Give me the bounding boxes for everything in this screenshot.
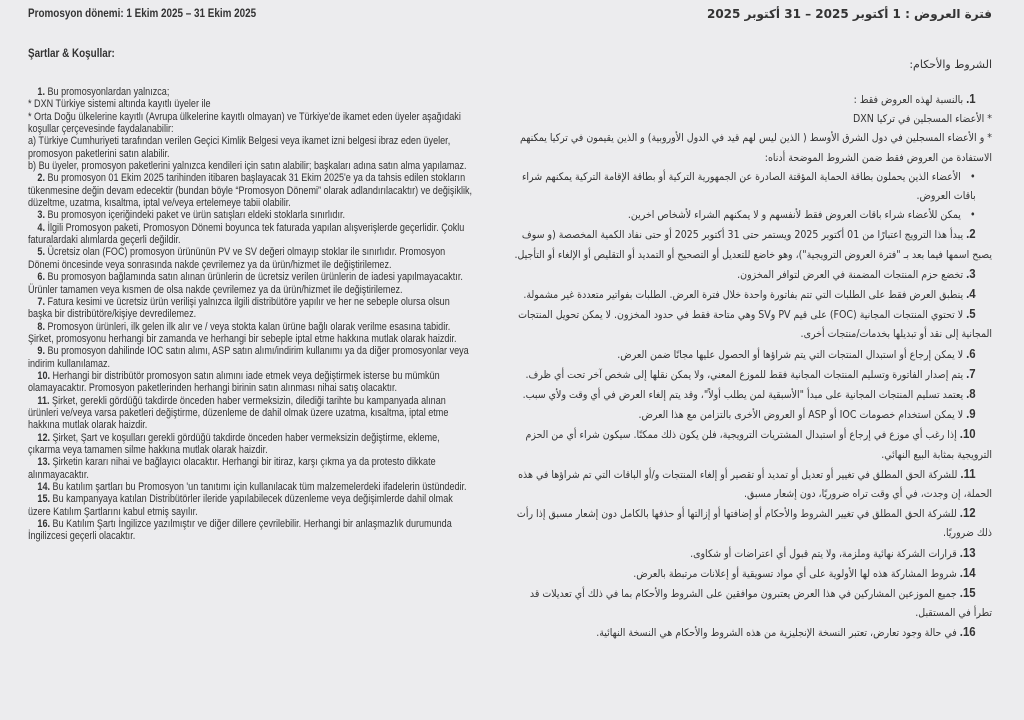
term-item <box>510 623 992 643</box>
term-item <box>510 564 992 584</box>
term-item <box>28 432 473 457</box>
term-number: 11. <box>37 394 50 407</box>
term-item <box>28 345 473 370</box>
terms-title-arabic: الشروط والأحكام: <box>909 58 992 71</box>
term-text: Bu Katılım Şartı İngilizce yazılmıştır ve diğer dillere çevrilebilir. Herhangi bir anlaşmazlık durumunda İngilizcesi geçerli olacaktır. <box>28 518 452 543</box>
term-number: 2. <box>37 172 45 185</box>
promotion-period-arabic: فترة العروض : 1 أكتوبر 2025 – 31 أكتوبر 2025 <box>706 7 992 21</box>
term-text: İlgili Promosyon paketi, Promosyon Dönemi boyunca tek faturada yapılan alışverişlerde geçerlidir. Çoklu faturalardaki alımlarda geçerli değildir. <box>28 221 465 247</box>
eligibility-line: * الأعضاء المسجلين في تركيا DXN <box>853 113 992 126</box>
term-text: يعتمد تسليم المنتجات المجانية على مبدأ "الأسبقية لمن يطلب أولاً"، وقد يتم إلغاء العرض في أي وقت ولأي سبب. <box>522 389 964 402</box>
term-number: 11. <box>960 466 976 481</box>
term-number: 2. <box>966 227 976 242</box>
term-text: Bu promosyon 01 Ekim 2025 tarihinden itibaren başlayacak 31 Ekim 2025'e ya da tahsis edilen stokların tükenmesine değin devam edecektir (bundan böyle “Promosyon Dönemi” olarak adlandırılacaktır) ve değişiklik, düzeltme, uzatma, kısaltma, iptal ve/veya ertelemeye tabii olabilir. <box>28 172 473 210</box>
term-item <box>510 504 992 543</box>
term-text: Bu promosyonlardan yalnızca; <box>47 86 170 98</box>
term-item <box>28 493 473 518</box>
term-item <box>28 209 473 221</box>
term-number: 12. <box>37 431 51 444</box>
term-text: Bu promosyon dahilinde IOC satın alımı, ASP satın alımı/indirim kullanımı ya da diğer promosyonlar veya indirim kullanılamaz. <box>28 345 469 370</box>
term-item <box>28 246 473 271</box>
term-text: يتم إصدار الفاتورة وتسليم المنتجات المجانية فقط للموزع المعني، ولا يمكن نقلها إلى شخص آخر تحت أي ظرف. <box>525 368 964 381</box>
term-item <box>510 285 992 305</box>
term-number: 13. <box>959 545 976 560</box>
term-number: 15. <box>37 493 51 506</box>
eligibility-line: * DXN Türkiye sistemi altında kayıtlı üyeler ile <box>28 98 211 111</box>
term-item <box>510 465 992 504</box>
term-item <box>28 518 473 543</box>
term-text: إذا رغب أي موزع في إرجاع أو استبدال المشتريات الترويجية، فلن يكون ذلك ممكنًا. سيكون شراء أي من الحزم الترويجية بمثابة البيع النهائي. <box>525 429 992 461</box>
term-number: 7. <box>37 295 45 308</box>
term-item <box>28 370 473 395</box>
term-number: 9. <box>966 407 976 422</box>
term-item <box>510 544 992 564</box>
term-number: 1. <box>966 92 976 106</box>
term-number: 16. <box>37 518 51 531</box>
term-text: جميع الموزعين المشاركين في هذا العرض يعتبرون موافقين على الشروط والأحكام بما في ذلك أي تعديلات قد تطرأ في المستقبل. <box>529 588 992 620</box>
term-text: Ücretsiz olan (FOC) promosyon ürününün PV ve SV değeri olmayıp stoklar ile sınırlıdır. Promosyon Dönemi öncesinde veya sonrasında nakde çevrilemez ya da ürün/hizmet ile değiştirilemez. <box>28 246 446 271</box>
term-item <box>510 584 992 623</box>
term-text: Bu promosyon içeriğindeki paket ve ürün satışları eldeki stoklarla sınırlıdır. <box>47 209 346 222</box>
term-text: تخضع حزم المنتجات المضمنة في العرض لتوافر المخزون. <box>737 268 964 281</box>
term-number: 16. <box>959 625 976 640</box>
term-text: لا تحتوي المنتجات المجانية (FOC) على قيم PV وSV وهي متاحة فقط في حدود المخزون. لا يمكن تحويل المنتجات المجانية إلى نقد أو تبديلها بخدمات/منتجات أخرى. <box>518 309 992 341</box>
terms-title-turkish: Şartlar & Koşullar: <box>28 48 115 60</box>
eligibility-bullet: • يمكن للأعضاء شراء باقات العروض فقط لأنفسهم و لا يمكنهم الشراء لأشخاص اخرين. <box>510 206 992 225</box>
term-number: 3. <box>37 209 45 222</box>
promotion-period-turkish: Promosyon dönemi: 1 Ekim 2025 – 31 Ekim 2025 <box>28 8 257 20</box>
term-item <box>510 405 992 425</box>
term-item <box>510 305 992 344</box>
term-number: 13. <box>37 456 51 469</box>
term-number: 8. <box>966 387 976 402</box>
term-number: 6. <box>966 346 976 361</box>
eligibility-bullet: • الأعضاء الذين يحملون بطاقة الحماية المؤقتة الصادرة عن الجمهورية التركية أو بطاقة الإقامة التركية يمكنهم شراء باقات العروض. <box>510 168 992 206</box>
term-item <box>28 296 473 321</box>
term-number: 7. <box>966 366 976 381</box>
term-text: Şirket, Şart ve koşulları gerekli gördüğü takdirde önceden haber vermeksizin değiştirme, ekleme, çıkarma veya tamamen silme hakkına mutlak olarak haizdir. <box>28 431 440 456</box>
term-text: بالنسبة لهذه العروض فقط : <box>853 94 964 106</box>
term-text: Şirket, gerekli gördüğü takdirde önceden haber vermeksizin, dilediği tarihte bu kampanyada alınan ürünleri ve/veya varsa paketleri değiştirme, düzenleme de dahil olmak üzere uzatma, kısaltma, iptal etme hakkına mutlak olarak haizdir. <box>28 394 449 432</box>
term-text: Bu katılım şartları bu Promosyon 'un tanıtımı için kullanılacak tüm malzemelerdeki ifadelerin üstündedir. <box>52 481 467 493</box>
term-number: 12. <box>959 506 976 521</box>
term-item <box>28 172 473 209</box>
term-number: 9. <box>37 345 45 358</box>
term-item <box>510 345 992 365</box>
term-item <box>28 86 473 98</box>
term-number: 14. <box>37 481 51 493</box>
term-number: 6. <box>37 271 45 284</box>
term-item <box>510 225 992 264</box>
term-item <box>28 271 473 296</box>
term-number: 10. <box>959 427 976 442</box>
term-text: لا يمكن إرجاع أو استبدال المنتجات التي يتم شراؤها أو الحصول عليها مجانًا ضمن العرض. <box>617 348 964 361</box>
term-item <box>510 90 992 110</box>
term-item <box>28 456 473 481</box>
term-text: للشركة الحق المطلق في تغيير أو تعديل أو تمديد أو تقصير أو إلغاء المنتجات و/أو الباقات التي تم شراؤها في هذه الحملة، إن وجدت، في أي وقت تراه ضروريًا، دون إشعار مسبق. <box>518 468 992 501</box>
term-item <box>28 321 473 346</box>
term-number: 3. <box>966 266 976 281</box>
term-number: 5. <box>966 307 976 322</box>
term-number: 4. <box>37 221 45 234</box>
term-text: يبدأ هذا الترويج اعتبارًا من 01 أكتوبر 2025 ويستمر حتى 31 أكتوبر 2025 أو حتى نفاد الكمية المخصصة (و سوف يصبح اسمها فيما بعد بـ "فترة العروض الترويجية")، وهو خاضع للتعديل أو التصحيح أو التمديد أو التقليص أو الإلغاء أو التأجيل. <box>514 229 992 261</box>
term-number: 4. <box>966 287 976 302</box>
term-text: قرارات الشركة نهائية وملزمة، ولا يتم قبول أي اعتراضات أو شكاوى. <box>690 547 957 560</box>
term-text: Herhangi bir distribütör promosyon satın alımını iade etmek veya değiştirmek isterse bu mümkün olamayacaktır. Promosyon paketlerinden herhangi birinin satın alınması nihai satış olacaktır. <box>28 369 440 395</box>
eligibility-line: * و الأعضاء المسجلين في دول الشرق الأوسط ( الذين ليس لهم قيد في الدول الأوروبية) و الذين يقيمون في تركيا يمكنهم الاستفادة من العروض فقط ضمن الشروط الموضحة أدناه: <box>520 132 992 164</box>
term-number: 10. <box>37 369 51 382</box>
term-item <box>28 395 473 432</box>
term-text: Şirketin kararı nihai ve bağlayıcı olacaktır. Herhangi bir itiraz, karşı çıkma ya da protesto dikkate alınmayacaktır. <box>28 456 436 481</box>
term-text: شروط المشاركة هذه لها الأولوية على أي مواد تسويقية أو إعلانات مرتبطة بالعرض. <box>633 567 957 580</box>
term-item <box>510 365 992 385</box>
term-text: في حالة وجود تعارض، تعتبر النسخة الإنجليزية من هذه الشروط والأحكام هي النسخة النهائية. <box>596 627 957 640</box>
term-item <box>510 385 992 405</box>
term-number: 14. <box>959 565 976 580</box>
term-text: Fatura kesimi ve ücretsiz ürün verilişi yalnızca ilgili distribütöre yapılır ve her ne sebeple olursa olsun başka bir distribütöre/kişiye devredilemez. <box>28 295 450 321</box>
term-text: Bu kampanyaya katılan Distribütörler ileride yapılabilecek düzenleme veya değişimlerde dahil olmak üzere Katılım Şartlarını kabul etmiş sayılır. <box>28 493 453 518</box>
term-text: ينطبق العرض فقط على الطلبات التي تتم بفاتورة واحدة خلال فترة العرض. الطلبات بفواتير متعددة غير مشمولة. <box>523 289 964 302</box>
term-text: Promosyon ürünleri, ilk gelen ilk alır ve / veya stokta kalan ürüne bağlı olarak verilme esasına tabidir. Şirket, promosyonu herhangi bir zamanda ve herhangi bir sebeple iptal etme hakkına mutlak olarak haizdir. <box>28 320 457 345</box>
term-item <box>28 481 473 493</box>
term-text: Bu promosyon bağlamında satın alınan ürünlerin de ücretsiz verilen ürünlerin de iadesi yapılmayacaktır. Ürünler tamamen veya kısmen de olsa nakde çevrilemez ya da ürün/hizmet ile değiştirilemez. <box>28 271 463 296</box>
term-number: 1. <box>37 86 45 98</box>
term-text: للشركة الحق المطلق في تغيير الشروط والأحكام أو إضافتها أو إزالتها أو حذفها بالكامل دون إشعار مسبق إذا رأت ذلك ضروريًا. <box>516 508 992 540</box>
term-number: 8. <box>37 320 45 333</box>
term-item <box>28 222 473 247</box>
eligibility-line: * Orta Doğu ülkelerine kayıtlı (Avrupa ülkelerine kayıtlı olmayan) ve Türkiye'de ikamet eden üyeler aşağıdaki koşullar çerçevesinde faydalanabilir: <box>28 110 461 136</box>
eligibility-line: b) Bu üyeler, promosyon paketlerini yalnızca kendileri için satın alabilir; başkaları adına satın alma yapılamaz. <box>28 160 467 173</box>
eligibility-line: a) Türkiye Cumhuriyeti tarafından verilen Geçici Kimlik Belgesi veya ikamet izni belgesi ibraz eden üyeler, promosyon paketlerini satın alabilir. <box>28 135 451 160</box>
term-text: لا يمكن استخدام خصومات IOC أو ASP أو العروض الأخرى بالتزامن مع هذا العرض. <box>638 409 964 422</box>
term-item <box>510 425 992 464</box>
term-number: 5. <box>37 246 45 259</box>
term-number: 15. <box>959 586 976 601</box>
terms-list-arabic <box>510 90 992 644</box>
term-item <box>510 265 992 285</box>
terms-list-turkish <box>28 86 473 543</box>
